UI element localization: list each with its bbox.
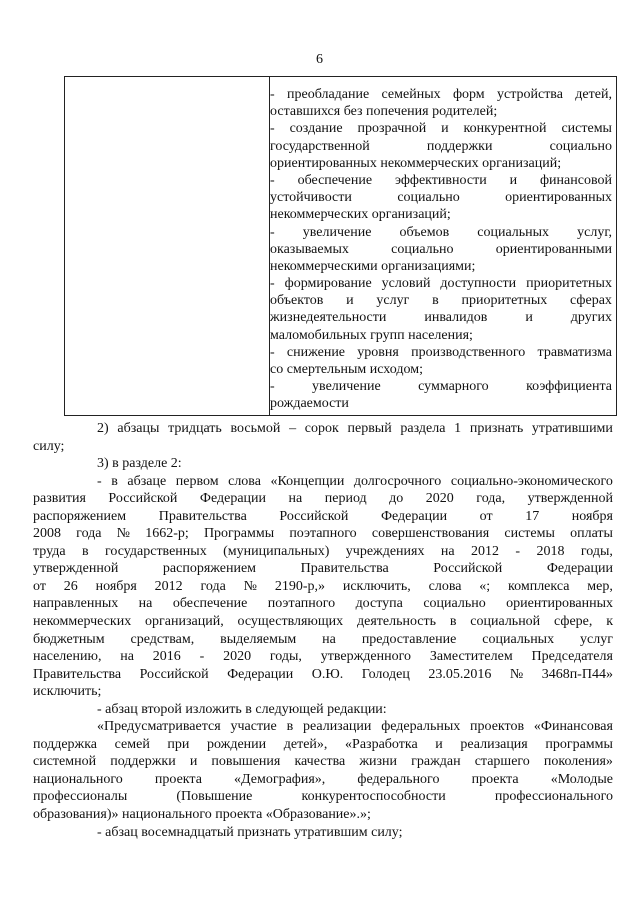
body-line: направленных на обеспечение поэтапного доступа социально ориентированных — [33, 596, 613, 612]
table-line: - увеличение суммарного коэффициента — [270, 379, 612, 395]
body-line: силу; — [33, 438, 65, 454]
table-line: оставшихся без попечения родителей; — [270, 104, 498, 120]
table-line: - создание прозрачной и конкурентной системы — [270, 121, 612, 137]
table-line: жизнедеятельности инвалидов и других — [270, 310, 612, 326]
table-line: некоммерческими организациями; — [270, 258, 476, 274]
body-line: распоряжением Правительства Российской Федерации от 17 ноября — [33, 508, 613, 524]
body-line: - абзац восемнадцатый признать утратившим силу; — [97, 824, 403, 840]
body-line: бюджетным средствам, выделяемым на предоставление социальных услуг — [33, 631, 613, 647]
body-line: системной поддержки и повышения качества жизни граждан старшего поколения» — [33, 754, 613, 770]
body-line: труда в государственных (муниципальных) учреждениях на 2012 - 2018 годы, — [33, 543, 613, 559]
table-left-cell — [65, 77, 270, 415]
table-line: устойчивости социально ориентированных — [270, 190, 612, 206]
table-line: - преобладание семейных форм устройства детей, — [270, 87, 612, 102]
body-line: некоммерческих организаций, осуществляющих деятельность в социальной сфере, к — [33, 614, 613, 630]
table-line: ориентированных некоммерческих организаций; — [270, 155, 562, 171]
table-right-cell — [270, 86, 612, 413]
body-line: - в абзаце первом слова «Концепции долгосрочного социально-экономического — [97, 473, 613, 489]
body-line: «Предусматривается участие в реализации федеральных проектов «Финансовая — [97, 719, 613, 735]
body-line: 3) в разделе 2: — [97, 456, 182, 472]
table-line: объектов и услуг в приоритетных сферах — [270, 293, 612, 309]
body-line: национального проекта «Демография», федерального проекта «Молодые — [33, 771, 613, 787]
table-line: - формирование условий доступности приоритетных — [270, 276, 612, 292]
body-line: населению, на 2016 - 2020 годы, утвержденного Заместителем Председателя — [33, 649, 613, 665]
table-line: оказываемых социально ориентированными — [270, 241, 612, 257]
goals-table — [64, 76, 617, 416]
body-line: развития Российской Федерации на период до 2020 года, утвержденной — [33, 491, 613, 507]
table-line: - снижение уровня производственного травматизма — [270, 344, 612, 360]
table-line: - увеличение объемов социальных услуг, — [270, 224, 612, 240]
table-line: со смертельным исходом; — [270, 362, 423, 377]
body-line: профессионалы (Повышение конкурентоспособности профессионального — [33, 789, 613, 805]
body-line: поддержка семей при рождении детей», «Разработка и реализация программы — [33, 736, 613, 752]
table-line: некоммерческих организаций; — [270, 207, 451, 223]
body-line: от 26 ноября 2012 года № 2190-р,» исключить, слова «; комплекса мер, — [33, 578, 613, 594]
document-body — [33, 420, 613, 841]
table-line: - обеспечение эффективности и финансовой — [270, 172, 612, 188]
body-line: 2008 года № 1662-р; Программы поэтапного совершенствования системы оплаты — [33, 526, 613, 542]
table-line: государственной поддержки социально — [270, 138, 612, 154]
body-line: образования)» национального проекта «Образование».»; — [33, 807, 371, 823]
table-line: маломобильных групп населения; — [270, 327, 473, 343]
body-line: Правительства Российской Федерации О.Ю. Голодец 23.05.2016 № 3468п-П44» — [33, 666, 613, 682]
page-number: 6 — [316, 52, 323, 67]
body-line: 2) абзацы тридцать восьмой – сорок первый раздела 1 признать утратившими — [97, 421, 613, 436]
body-line: утвержденной распоряжением Правительства Российской Федерации — [33, 561, 613, 577]
body-line: исключить; — [33, 684, 102, 700]
body-line: - абзац второй изложить в следующей редакции: — [97, 701, 387, 717]
table-line: рождаемости — [270, 396, 349, 412]
